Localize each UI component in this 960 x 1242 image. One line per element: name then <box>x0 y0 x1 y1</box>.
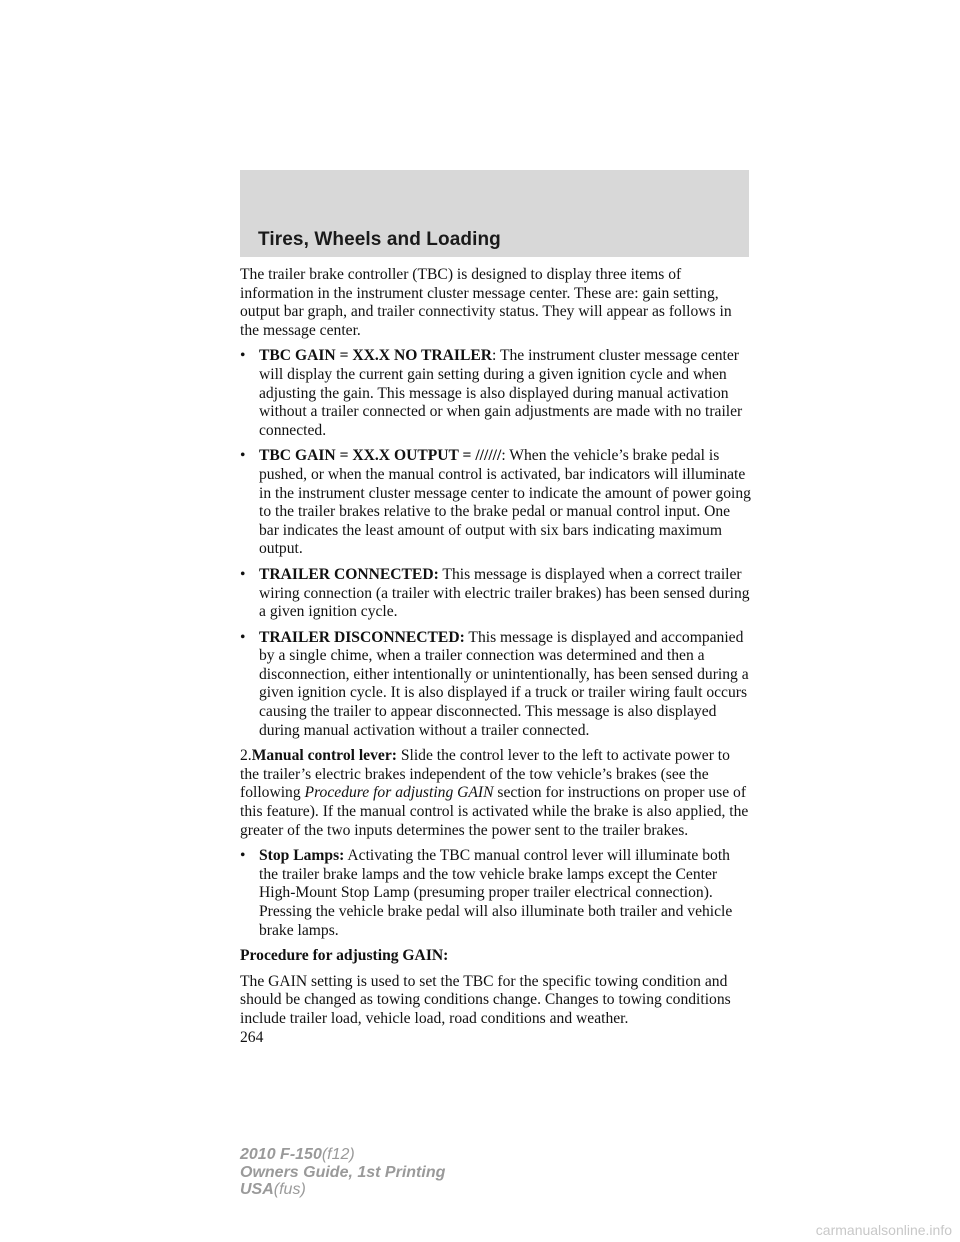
bullet-icon: • <box>240 447 246 465</box>
procedure-heading: Procedure for adjusting GAIN: <box>240 947 449 965</box>
section-header-band <box>240 170 749 257</box>
bullet-icon: • <box>240 628 246 646</box>
bullet-text: This message is displayed when a correct trailer wiring connection (a trailer with electric trailer brakes) has been sensed during a given ignition cycle. <box>259 565 750 621</box>
intro-paragraph: The trailer brake controller (TBC) is designed to display three items of information in the instrument cluster message center. These are: gain setting, output bar graph, and trailer connectivity status. They will appear as follows in the message center. <box>240 266 732 339</box>
bullet-item-stop-lamps <box>240 847 752 940</box>
procedure-paragraph: The GAIN setting is used to set the TBC for the specific towing condition and should be changed as towing conditions change. Changes to towing conditions include trailer load, vehicle load, road conditions and weather. <box>240 972 731 1027</box>
item-text-b: section for instructions on proper use of this feature). If the manual control is activated while the brake is also applied, the greater of the two inputs determines the power sent to the trailer brakes. <box>240 784 749 839</box>
bullet-icon: • <box>240 347 246 365</box>
bullet-text: : When the vehicle’s brake pedal is pushed, or when the manual control is activated, bar indicators will illuminate in the instrument cluster message center to indicate the amount of power going to the trailer brakes relative to the brake pedal or manual control input. One bar indicates the least amount of output with six bars indicating maximum output. <box>259 447 751 558</box>
footer-line-region <box>240 1181 445 1199</box>
bullet-term: Stop Lamps: <box>259 847 345 865</box>
bullet-item <box>240 447 752 559</box>
footer-line-model <box>240 1146 445 1164</box>
bullet-item <box>240 629 752 741</box>
manual-control-paragraph <box>240 747 752 840</box>
bullet-icon: • <box>240 565 246 583</box>
procedure-reference: Procedure for adjusting GAIN <box>304 784 494 802</box>
bullet-text: : The instrument cluster message center will display the current gain setting during a given ignition cycle and when adjusting the gain. This message is also displayed during manual activation without a trailer connected or when gain adjustments are made with no trailer connected. <box>259 347 743 439</box>
bullet-term: TBC GAIN = XX.X NO TRAILER <box>259 347 493 365</box>
bullet-term: TBC GAIN = XX.X OUTPUT = ////// <box>259 447 502 465</box>
page-number: 264 <box>240 1028 264 1046</box>
footer-region-code: (fus) <box>273 1181 306 1198</box>
watermark: carmanualsonline.info <box>815 1222 952 1238</box>
bullet-term: TRAILER DISCONNECTED: <box>259 628 465 646</box>
item-text-a: Slide the control lever to the left to activate power to the trailer’s electric brakes independent of the tow vehicle’s brakes (see the following <box>240 747 730 802</box>
bullet-text: This message is displayed and accompanied by a single chime, when a trailer connection was determined and then a disconnection, either intentionally or unintentionally, has been sensed during a given ignition cycle. It is also displayed if a truck or trailer wiring fault occurs causing the trailer to appear disconnected. This message is also displayed during manual activation without a trailer connected. <box>259 628 749 739</box>
bullet-term: TRAILER CONNECTED: <box>259 565 439 583</box>
footer-model-code: (f12) <box>321 1146 355 1163</box>
bullet-item <box>240 566 752 622</box>
bullet-item <box>240 347 752 440</box>
item-number: 2. <box>240 747 252 765</box>
item-term: Manual control lever: <box>251 747 397 765</box>
page-body <box>240 266 752 1047</box>
print-footer <box>240 1146 445 1199</box>
footer-line-guide: Owners Guide, 1st Printing <box>240 1163 446 1181</box>
bullet-icon: • <box>240 847 246 865</box>
footer-model: 2010 F-150 <box>240 1146 322 1163</box>
footer-region: USA <box>240 1181 274 1198</box>
bullet-text: Activating the TBC manual control lever will illuminate both the trailer brake lamps and the tow vehicle brake lamps except the Center High-Mount Stop Lamp (presuming proper trailer electrical connection). Pressing the vehicle brake pedal will also illuminate both trailer and vehicle brake lamps. <box>259 847 733 939</box>
section-title: Tires, Wheels and Loading <box>258 229 501 250</box>
